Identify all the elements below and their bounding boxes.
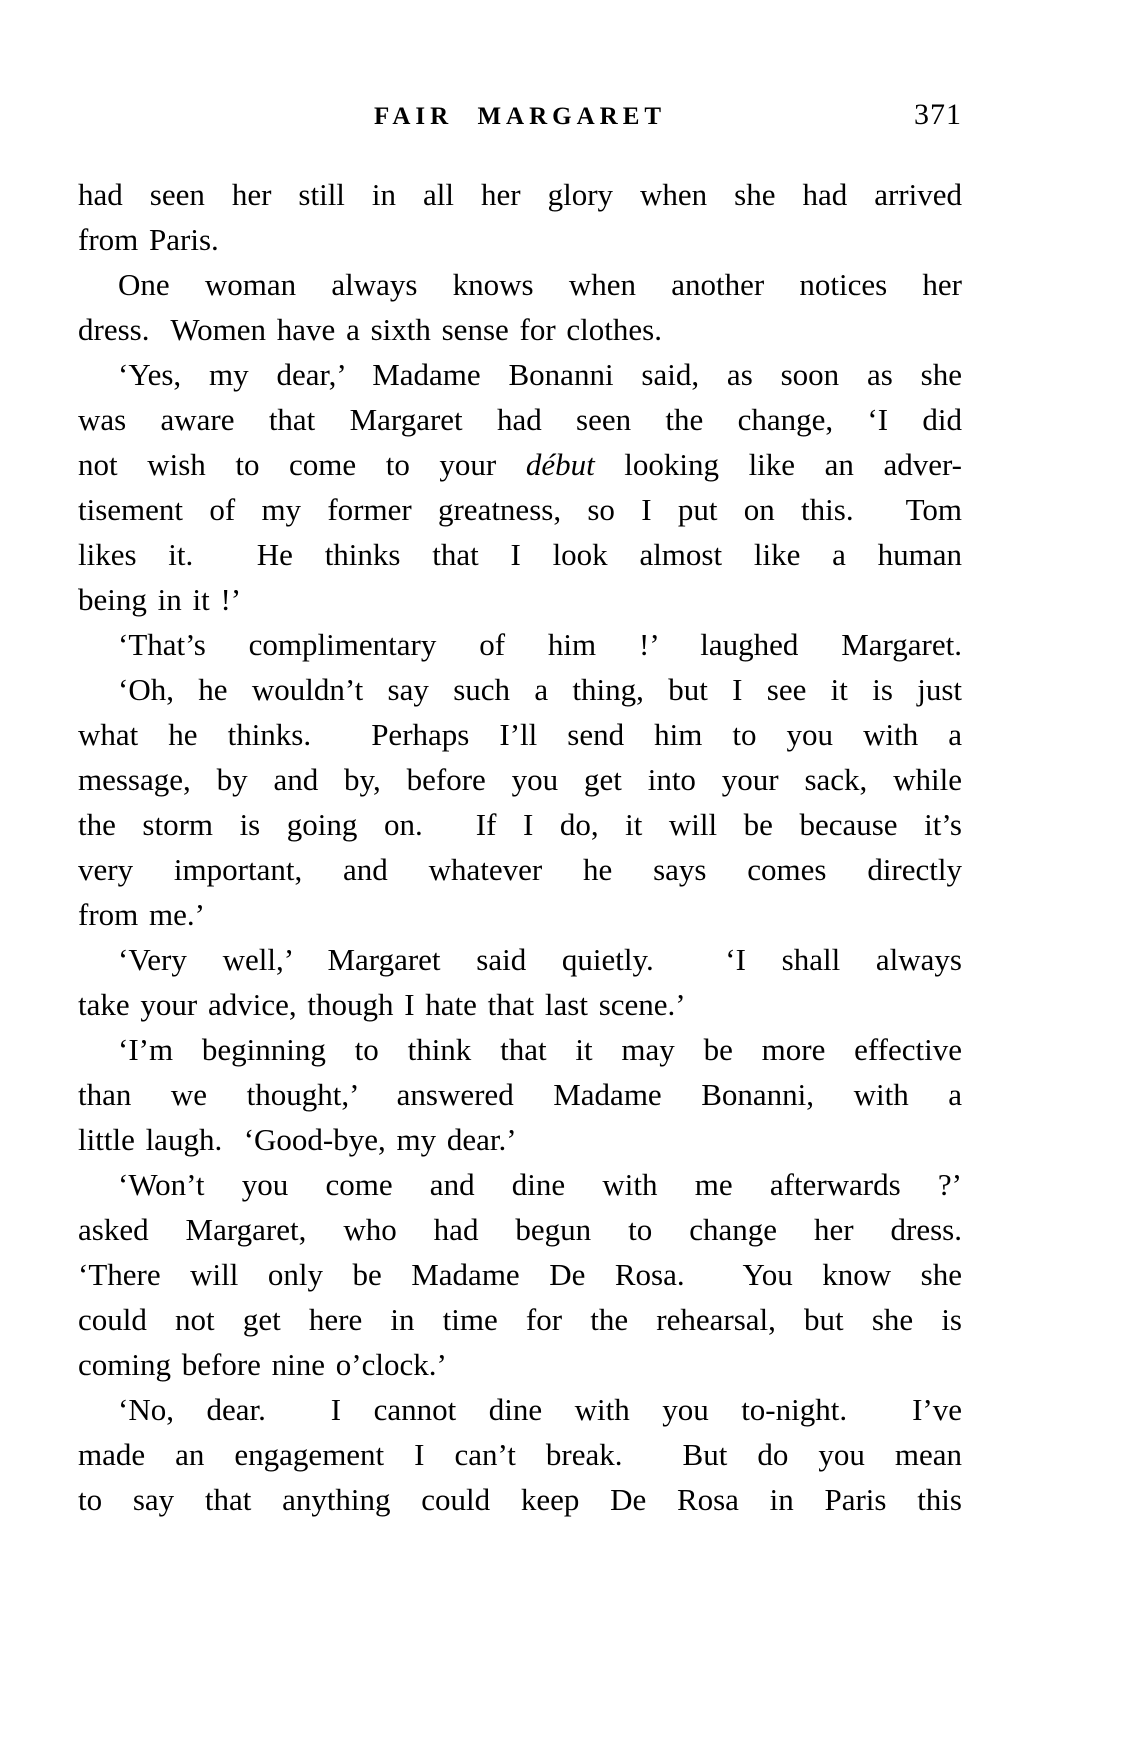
text-line: very important, and whatever he says comes directly <box>78 852 962 887</box>
text-line: than we thought,’ answered Madame Bonanni, with a <box>78 1077 962 1112</box>
text-line: from Paris. <box>78 222 219 257</box>
running-header <box>78 98 962 132</box>
text-line: message, by and by, before you get into your sack, while <box>78 762 962 797</box>
text-line: to say that anything could keep De Rosa in Paris this <box>78 1482 962 1517</box>
text-line: likes it. He thinks that I look almost like a human <box>78 537 962 572</box>
text-line: had seen her still in all her glory when she had arrived <box>78 177 962 212</box>
text-line: what he thinks. Perhaps I’ll send him to you with a <box>78 717 962 752</box>
text-line: being in it !’ <box>78 582 242 617</box>
text-line: the storm is going on. If I do, it will be because it’s <box>78 807 962 842</box>
text-line: not wish to come to your début looking like an adver- <box>78 447 963 482</box>
text-line: ‘Won’t you come and dine with me afterwards ?’ <box>118 1167 962 1202</box>
text-line: ‘There will only be Madame De Rosa. You know she <box>78 1257 962 1292</box>
text-line: from me.’ <box>78 897 205 932</box>
text-line: ‘That’s complimentary of him !’ laughed Margaret. <box>118 627 962 662</box>
text-line: take your advice, though I hate that last scene.’ <box>78 987 686 1022</box>
text-line: ‘Oh, he wouldn’t say such a thing, but I see it is just <box>118 672 962 707</box>
text-line: tisement of my former greatness, so I put on this. Tom <box>78 492 962 527</box>
text-line: ‘Very well,’ Margaret said quietly. ‘I shall always <box>118 942 962 977</box>
text-line: ‘No, dear. I cannot dine with you to-night. I’ve <box>118 1392 962 1427</box>
page-number: 371 <box>914 98 962 131</box>
text-line: coming before nine o’clock.’ <box>78 1347 447 1382</box>
text-line: One woman always knows when another notices her <box>118 267 962 302</box>
text-line: asked Margaret, who had begun to change her dress. <box>78 1212 962 1247</box>
text-line: ‘I’m beginning to think that it may be more effective <box>118 1032 962 1067</box>
running-header-title: FAIR MARGARET <box>373 103 667 130</box>
text-line: was aware that Margaret had seen the change, ‘I did <box>78 402 962 437</box>
text-line: ‘Yes, my dear,’ Madame Bonanni said, as soon as she <box>118 357 962 392</box>
text-line: little laugh. ‘Good-bye, my dear.’ <box>78 1122 517 1157</box>
text-line: dress. Women have a sixth sense for clothes. <box>78 312 662 347</box>
text-line: made an engagement I can’t break. But do you mean <box>78 1437 962 1472</box>
page-text <box>78 172 962 1522</box>
text-line: could not get here in time for the rehearsal, but she is <box>78 1302 962 1337</box>
